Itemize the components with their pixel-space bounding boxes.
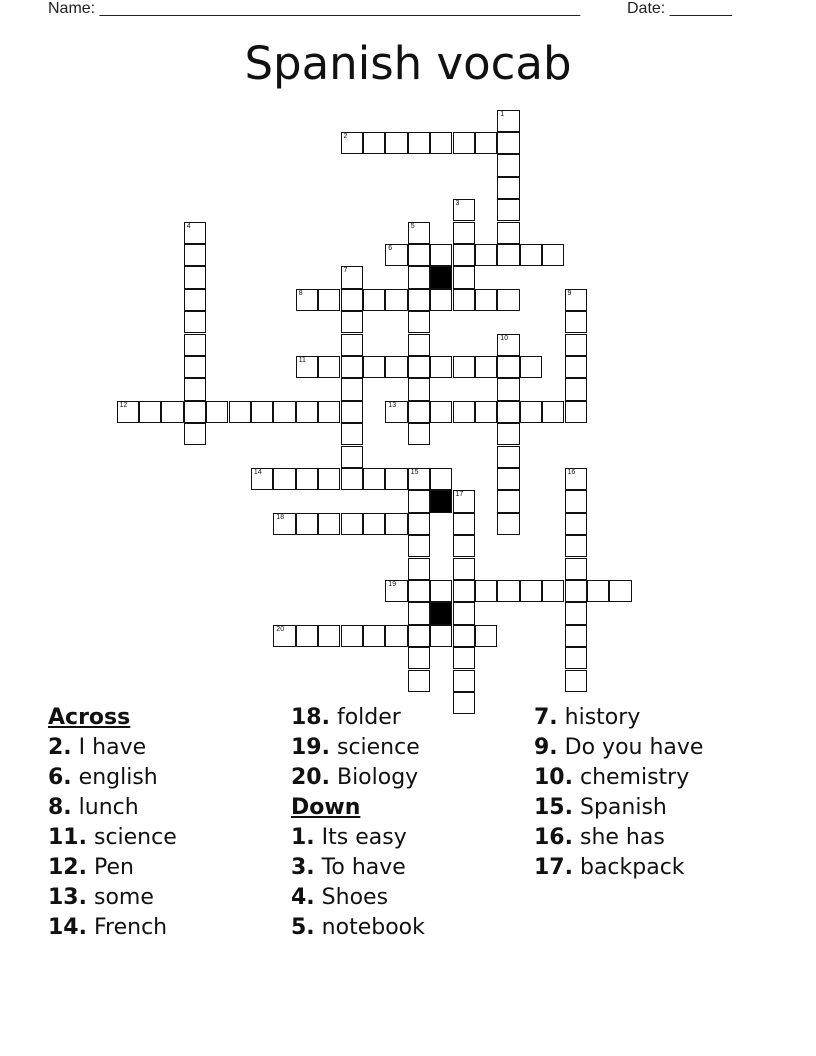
crossword-cell[interactable] [408,670,430,692]
clue-item [534,763,703,793]
crossword-cell[interactable] [565,311,587,333]
crossword-cell[interactable] [565,558,587,580]
clue-number: 5. [291,915,315,940]
clue-number-label: 10 [500,334,509,342]
crossword-cell[interactable] [408,647,430,669]
crossword-cell[interactable] [341,356,363,378]
crossword-cell[interactable] [184,401,206,423]
clue-item [48,913,177,943]
clue-item [291,703,425,733]
crossword-cell[interactable] [497,110,519,132]
clue-text: science [86,825,177,850]
crossword-cell[interactable] [341,334,363,356]
crossword-cell[interactable] [363,289,385,311]
crossword-cell[interactable] [408,625,430,647]
crossword-cell[interactable] [497,289,519,311]
crossword-cell[interactable] [408,378,430,400]
clue-text: she has [572,825,665,850]
crossword-cell[interactable] [408,244,430,266]
crossword-cell[interactable] [430,132,452,154]
crossword-cell[interactable] [296,513,318,535]
crossword-cell[interactable] [497,513,519,535]
crossword-cell[interactable] [385,244,407,266]
crossword-cell[interactable] [408,401,430,423]
clue-item [48,793,177,823]
clue-number-label: 11 [298,356,306,364]
crossword-cell[interactable] [497,446,519,468]
clue-text: Biology [329,765,419,790]
crossword-black-cell [430,266,452,288]
crossword-cell[interactable] [497,378,519,400]
clue-text: science [329,735,420,760]
crossword-cell[interactable] [318,401,340,423]
crossword-cell[interactable] [565,580,587,602]
crossword-cell[interactable] [497,468,519,490]
clue-item [534,733,703,763]
clue-number-label: 20 [276,625,285,633]
clue-item [48,883,177,913]
clue-number-label: 1 [500,110,505,118]
crossword-cell[interactable] [273,401,295,423]
clue-text: some [86,885,154,910]
clue-number-label: 15 [410,468,419,476]
clue-number-label: 12 [119,401,128,409]
crossword-cell[interactable] [565,401,587,423]
clue-item [291,733,425,763]
crossword-cell[interactable] [497,580,519,602]
crossword-cell[interactable] [385,356,407,378]
crossword-cell[interactable] [408,289,430,311]
crossword-cell[interactable] [408,356,430,378]
clue-number: 18. [291,705,330,730]
crossword-cell[interactable] [453,513,475,535]
crossword-cell[interactable] [385,401,407,423]
clue-number: 8. [48,795,72,820]
crossword-cell[interactable] [385,580,407,602]
clue-number: 13. [48,885,87,910]
crossword-cell[interactable] [587,580,609,602]
crossword-cell[interactable] [497,334,519,356]
crossword-cell[interactable] [453,580,475,602]
crossword-cell[interactable] [542,580,564,602]
crossword-cell[interactable] [565,647,587,669]
crossword-cell[interactable] [251,468,273,490]
crossword-cell[interactable] [318,625,340,647]
clue-text: Its easy [314,825,407,850]
crossword-cell[interactable] [408,266,430,288]
clue-number: 9. [534,735,558,760]
clue-number-label: 19 [388,580,397,588]
clue-number-label: 18 [276,513,285,521]
clue-text: history [557,705,641,730]
crossword-cell[interactable] [296,468,318,490]
crossword-cell[interactable] [453,199,475,221]
crossword-cell[interactable] [520,356,542,378]
crossword-cell[interactable] [497,356,519,378]
crossword-cell[interactable] [497,199,519,221]
crossword-cell[interactable] [497,222,519,244]
crossword-cell[interactable] [408,311,430,333]
crossword-cell[interactable] [453,490,475,512]
crossword-cell[interactable] [453,289,475,311]
clue-text: Shoes [314,885,389,910]
clue-number-label: 8 [298,289,303,297]
clue-number: 2. [48,735,72,760]
clue-item [291,823,425,853]
crossword-cell[interactable] [497,244,519,266]
crossword-cell[interactable] [565,602,587,624]
clue-item [48,823,177,853]
crossword-cell[interactable] [475,580,497,602]
clue-item [291,913,425,943]
crossword-cell[interactable] [408,468,430,490]
crossword-black-cell [430,490,452,512]
crossword-cell[interactable] [430,356,452,378]
crossword-cell[interactable] [273,468,295,490]
crossword-cell[interactable] [565,535,587,557]
crossword-cell[interactable] [273,625,295,647]
clue-number: 12. [48,855,87,880]
page-title: Spanish vocab [244,37,572,90]
clue-text: Do you have [557,735,704,760]
crossword-cell[interactable] [341,401,363,423]
crossword-cell[interactable] [184,289,206,311]
clue-number: 20. [291,765,330,790]
crossword-cell[interactable] [341,468,363,490]
clue-text: Pen [86,855,134,880]
crossword-cell[interactable] [497,177,519,199]
crossword-cell[interactable] [184,378,206,400]
crossword-cell[interactable] [184,423,206,445]
crossword-cell[interactable] [341,513,363,535]
crossword-cell[interactable] [520,244,542,266]
clue-text: lunch [71,795,139,820]
crossword-cell[interactable] [453,132,475,154]
crossword-cell[interactable] [363,513,385,535]
crossword-cell[interactable] [408,490,430,512]
crossword-cell[interactable] [542,401,564,423]
crossword-cell[interactable] [453,602,475,624]
crossword-cell[interactable] [408,535,430,557]
crossword-cell[interactable] [408,580,430,602]
crossword-cell[interactable] [453,356,475,378]
clue-number: 17. [534,855,573,880]
crossword-cell[interactable] [565,513,587,535]
clue-item [534,853,703,883]
crossword-cell[interactable] [363,132,385,154]
crossword-cell[interactable] [341,625,363,647]
crossword-cell[interactable] [453,670,475,692]
crossword-cell[interactable] [408,423,430,445]
crossword-cell[interactable] [341,423,363,445]
clue-number: 10. [534,765,573,790]
crossword-cell[interactable] [408,132,430,154]
clue-text: chemistry [572,765,690,790]
clue-text: I have [71,735,147,760]
clue-text: Spanish [572,795,667,820]
crossword-cell[interactable] [475,289,497,311]
clue-number-label: 13 [388,401,397,409]
clue-item [48,763,177,793]
crossword-cell[interactable] [453,401,475,423]
clue-number-label: 2 [343,132,348,140]
crossword-cell[interactable] [497,154,519,176]
clue-number-label: 14 [253,468,262,476]
date-line: Date: _______ [627,0,732,17]
crossword-cell[interactable] [341,266,363,288]
crossword-cell[interactable] [385,625,407,647]
clue-number-label: 17 [455,491,464,499]
crossword-cell[interactable] [565,670,587,692]
clue-number-label: 6 [388,244,393,252]
clue-number: 7. [534,705,558,730]
clue-number: 11. [48,825,87,850]
crossword-cell[interactable] [475,244,497,266]
crossword-cell[interactable] [542,244,564,266]
crossword-cell[interactable] [363,356,385,378]
crossword-cell[interactable] [251,401,273,423]
clue-number: 15. [534,795,573,820]
clue-number-label: 7 [343,267,348,275]
crossword-cell[interactable] [430,580,452,602]
clue-number: 14. [48,915,87,940]
crossword-cell[interactable] [184,266,206,288]
crossword-cell[interactable] [341,446,363,468]
crossword-cell[interactable] [565,289,587,311]
clue-text: French [86,915,168,940]
crossword-cell[interactable] [341,132,363,154]
crossword-cell[interactable] [408,558,430,580]
clue-item [534,823,703,853]
clue-number-label: 9 [567,289,572,297]
clue-item [534,703,703,733]
crossword-cell[interactable] [453,244,475,266]
crossword-cell[interactable] [363,468,385,490]
crossword-cell[interactable] [318,468,340,490]
crossword-cell[interactable] [341,378,363,400]
clue-item [291,853,425,883]
crossword-cell[interactable] [475,401,497,423]
crossword-cell[interactable] [161,401,183,423]
clue-number: 3. [291,855,315,880]
clue-item [291,763,425,793]
across-heading: Across [48,705,131,730]
crossword-cell[interactable] [565,490,587,512]
clue-number-label: 4 [186,222,191,230]
crossword-cell[interactable] [318,513,340,535]
name-line: Name: ______________________________________________________ [48,0,581,17]
crossword-cell[interactable] [184,334,206,356]
clue-text: notebook [314,915,425,940]
crossword-cell[interactable] [497,132,519,154]
clue-number: 19. [291,735,330,760]
clue-number: 1. [291,825,315,850]
clue-number: 16. [534,825,573,850]
crossword-cell[interactable] [430,289,452,311]
crossword-cell[interactable] [184,244,206,266]
crossword-cell[interactable] [520,401,542,423]
clue-column-3 [534,703,703,883]
crossword-cell[interactable] [408,513,430,535]
clue-item [48,853,177,883]
crossword-cell[interactable] [385,468,407,490]
crossword-cell[interactable] [139,401,161,423]
crossword-cell[interactable] [453,647,475,669]
crossword-cell[interactable] [497,401,519,423]
crossword-cell[interactable] [408,602,430,624]
crossword-cell[interactable] [475,625,497,647]
crossword-cell[interactable] [184,222,206,244]
crossword-cell[interactable] [565,625,587,647]
crossword-cell[interactable] [453,558,475,580]
crossword-cell[interactable] [385,132,407,154]
clue-item [534,793,703,823]
crossword-cell[interactable] [565,334,587,356]
crossword-cell[interactable] [453,222,475,244]
crossword-cell[interactable] [341,289,363,311]
clue-number-label: 5 [410,222,415,230]
crossword-cell[interactable] [609,580,631,602]
crossword-cell[interactable] [408,222,430,244]
clue-item [291,883,425,913]
crossword-cell[interactable] [497,423,519,445]
crossword-cell[interactable] [184,311,206,333]
crossword-cell[interactable] [296,625,318,647]
crossword-cell[interactable] [430,468,452,490]
clue-number-label: 3 [455,200,460,208]
clue-text: backpack [572,855,685,880]
crossword-cell[interactable] [117,401,139,423]
clue-text: folder [329,705,401,730]
crossword-cell[interactable] [430,401,452,423]
crossword-cell[interactable] [318,356,340,378]
clue-item [48,733,177,763]
crossword-cell[interactable] [273,513,295,535]
crossword-cell[interactable] [565,468,587,490]
crossword-cell[interactable] [296,356,318,378]
crossword-cell[interactable] [497,490,519,512]
crossword-cell[interactable] [430,244,452,266]
clue-text: english [71,765,158,790]
clue-column-1 [48,703,177,943]
crossword-cell[interactable] [206,401,228,423]
down-heading: Down [291,795,361,820]
crossword-cell[interactable] [453,625,475,647]
crossword-cell[interactable] [318,289,340,311]
crossword-cell[interactable] [385,289,407,311]
crossword-cell[interactable] [453,266,475,288]
crossword-cell[interactable] [229,401,251,423]
crossword-cell[interactable] [475,356,497,378]
crossword-cell[interactable] [363,625,385,647]
crossword-cell[interactable] [296,289,318,311]
crossword-cell[interactable] [341,311,363,333]
crossword-cell[interactable] [430,625,452,647]
clue-column-2 [291,703,425,943]
clue-text: To have [314,855,406,880]
crossword-cell[interactable] [520,580,542,602]
crossword-cell[interactable] [296,401,318,423]
crossword-cell[interactable] [385,513,407,535]
crossword-cell[interactable] [453,692,475,714]
crossword-cell[interactable] [184,356,206,378]
crossword-cell[interactable] [565,378,587,400]
clue-number-label: 16 [567,468,576,476]
crossword-cell[interactable] [475,132,497,154]
crossword-black-cell [430,602,452,624]
clue-number: 4. [291,885,315,910]
clue-number: 6. [48,765,72,790]
crossword-cell[interactable] [453,535,475,557]
crossword-cell[interactable] [408,334,430,356]
crossword-cell[interactable] [565,356,587,378]
